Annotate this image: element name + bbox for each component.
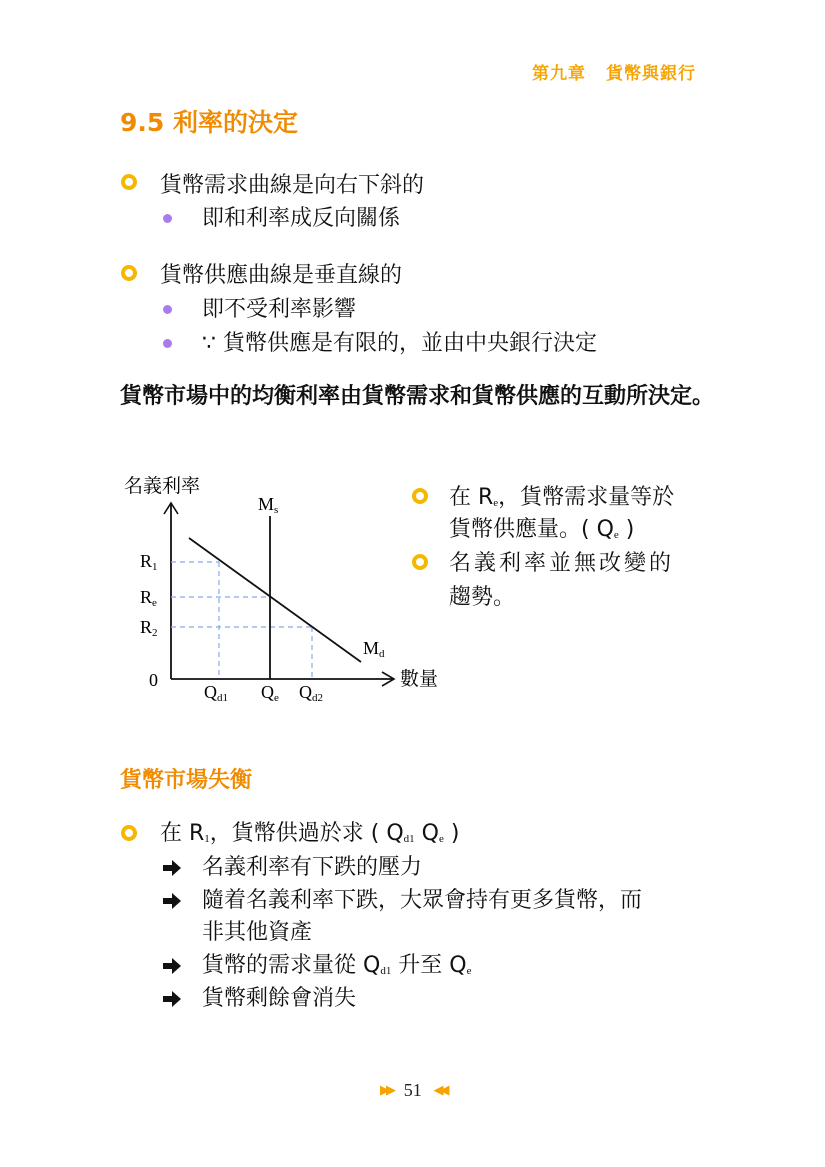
- x-axis-label: 數量: [400, 668, 439, 690]
- running-header: [532, 59, 696, 84]
- sub-bullet: ∵ 貨幣供應是有限的，並由中央銀行決定: [202, 331, 597, 356]
- ring-bullet-icon: [412, 488, 428, 504]
- bullet-demand: 貨幣需求曲線是向右下斜的: [160, 173, 425, 198]
- sub-dot-icon: [163, 214, 172, 223]
- disequilibrium-main: 在 R1，貨幣供過於求 ( Qd1 Qe ): [160, 821, 460, 846]
- page-number: ▶▶ 51 ◀◀: [380, 1080, 446, 1100]
- x-tick-qd2: Qd2: [299, 682, 323, 704]
- disequilibrium-title: 貨幣市場失衡: [120, 768, 253, 793]
- supply-label: Ms: [258, 494, 279, 516]
- money-demand-curve: [189, 538, 361, 662]
- y-tick-r2: R2: [140, 617, 158, 639]
- double-arrow-left-icon: ◀◀: [433, 1083, 446, 1098]
- ring-bullet-icon: [412, 554, 428, 570]
- disequilibrium-point: 名義利率有下跌的壓力: [202, 855, 423, 880]
- sub-dot-icon: [163, 339, 172, 348]
- arrow-right-icon: [163, 991, 181, 1007]
- sub-dot-icon: [163, 305, 172, 314]
- arrow-right-icon: [163, 958, 181, 974]
- bullet-supply: 貨幣供應曲線是垂直線的: [160, 263, 403, 288]
- ring-bullet-icon: [121, 174, 137, 190]
- chapter-title: 貨幣與銀行: [606, 64, 696, 84]
- sub-bullet: 即和利率成反向關係: [202, 206, 401, 231]
- chapter-label: 第九章: [532, 64, 586, 84]
- ring-bullet-icon: [121, 825, 137, 841]
- side-note-1-line2: 貨幣供應量。( Qe ): [449, 517, 635, 542]
- y-tick-r1: R1: [140, 551, 158, 573]
- arrow-right-icon: [163, 893, 181, 909]
- y-tick-re: Re: [140, 587, 157, 609]
- section-title: 9.5 利率的決定: [120, 108, 298, 137]
- side-note-1-line1: 在 Re，貨幣需求量等於: [449, 485, 675, 510]
- disequilibrium-point: 隨着名義利率下跌，大眾會持有更多貨幣，而: [202, 888, 643, 913]
- disequilibrium-point: 貨幣的需求量從 Qd1 升至 Qe: [202, 953, 472, 978]
- x-tick-qd1: Qd1: [204, 682, 228, 704]
- money-market-diagram: [118, 470, 458, 710]
- x-tick-qe: Qe: [261, 682, 279, 704]
- disequilibrium-point-cont: 非其他資產: [202, 920, 313, 945]
- side-note-2-line2: 趨勢。: [449, 585, 516, 610]
- ring-bullet-icon: [121, 265, 137, 281]
- side-note-2-line1: 名義利率並無改變的: [449, 551, 675, 576]
- sub-bullet: 即不受利率影響: [202, 297, 357, 322]
- double-arrow-right-icon: ▶▶: [380, 1083, 392, 1098]
- y-axis-label: 名義利率: [124, 475, 201, 497]
- disequilibrium-point: 貨幣剩餘會消失: [202, 986, 357, 1011]
- origin-label: 0: [149, 670, 158, 690]
- demand-label: Md: [363, 638, 385, 660]
- equilibrium-statement: 貨幣市場中的均衡利率由貨幣需求和貨幣供應的互動所決定。: [120, 384, 715, 409]
- arrow-right-icon: [163, 860, 181, 876]
